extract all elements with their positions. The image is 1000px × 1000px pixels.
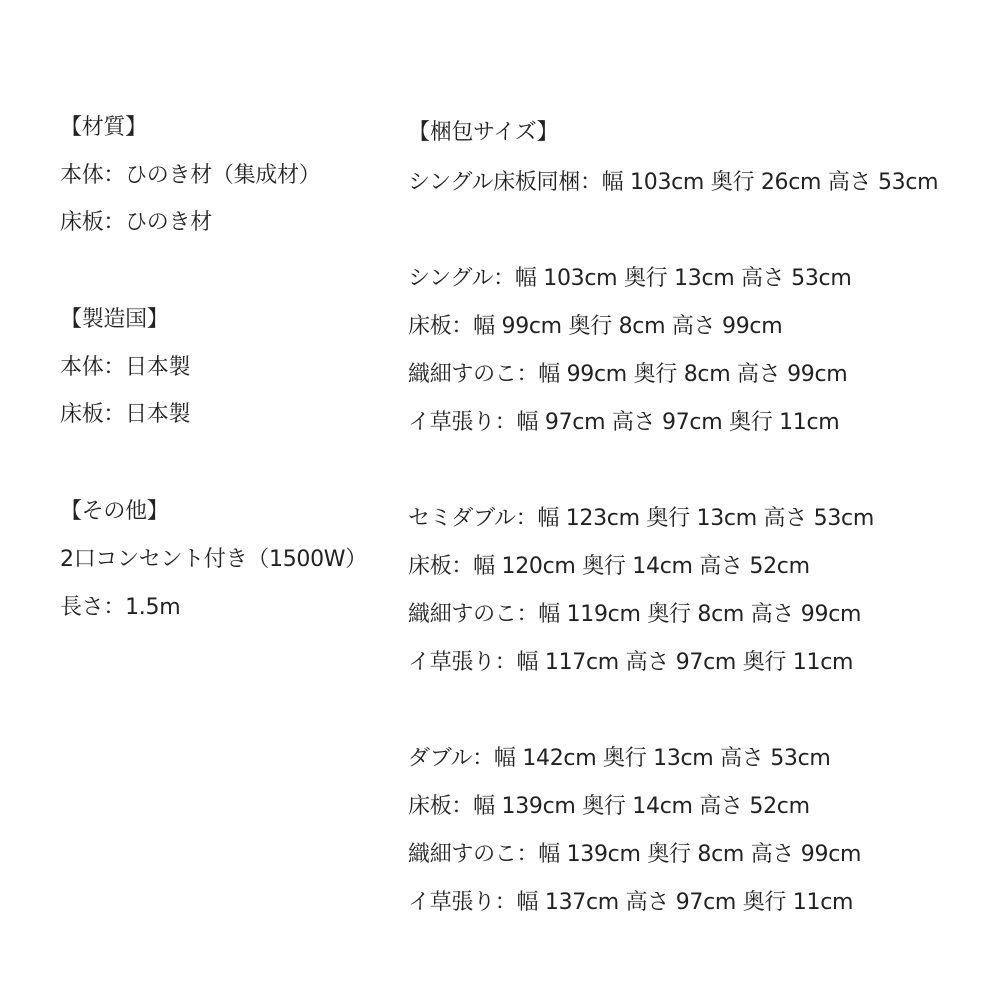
material-body-line: 本体：ひのき材（集成材） [60, 163, 321, 188]
double-rush-line: イ草張り：幅 137cm 高さ 97cm 奥行 11cm [408, 890, 854, 915]
package-size-heading: 【梱包サイズ】 [408, 120, 559, 145]
semi-double-frame-line: セミダブル：幅 123cm 奥行 13cm 高さ 53cm [408, 506, 874, 531]
material-heading: 【材質】 [60, 115, 147, 140]
semi-double-floorboard-line: 床板：幅 120cm 奥行 14cm 高さ 52cm [408, 554, 810, 579]
double-floorboard-line: 床板：幅 139cm 奥行 14cm 高さ 52cm [408, 794, 810, 819]
outlet-line: 2口コンセント付き（1500W） [60, 547, 367, 572]
other-heading: 【その他】 [60, 499, 169, 524]
package-single-bundle-line: シングル床板同梱：幅 103cm 奥行 26cm 高さ 53cm [408, 170, 939, 195]
double-frame-line: ダブル：幅 142cm 奥行 13cm 高さ 53cm [408, 746, 831, 771]
double-sunoko-line: 織細すのこ：幅 139cm 奥行 8cm 高さ 99cm [408, 842, 862, 867]
length-line: 長さ：1.5m [60, 595, 181, 620]
single-floorboard-line: 床板：幅 99cm 奥行 8cm 高さ 99cm [408, 314, 783, 339]
single-frame-line: シングル：幅 103cm 奥行 13cm 高さ 53cm [408, 266, 852, 291]
material-floorboard-line: 床板：ひのき材 [60, 210, 212, 235]
single-sunoko-line: 織細すのこ：幅 99cm 奥行 8cm 高さ 99cm [408, 362, 848, 387]
origin-body-line: 本体：日本製 [60, 355, 191, 380]
semi-double-rush-line: イ草張り：幅 117cm 高さ 97cm 奥行 11cm [408, 650, 854, 675]
origin-heading: 【製造国】 [60, 307, 169, 332]
semi-double-sunoko-line: 織細すのこ：幅 119cm 奥行 8cm 高さ 99cm [408, 602, 862, 627]
single-rush-line: イ草張り：幅 97cm 高さ 97cm 奥行 11cm [408, 410, 840, 435]
origin-floorboard-line: 床板：日本製 [60, 402, 191, 427]
